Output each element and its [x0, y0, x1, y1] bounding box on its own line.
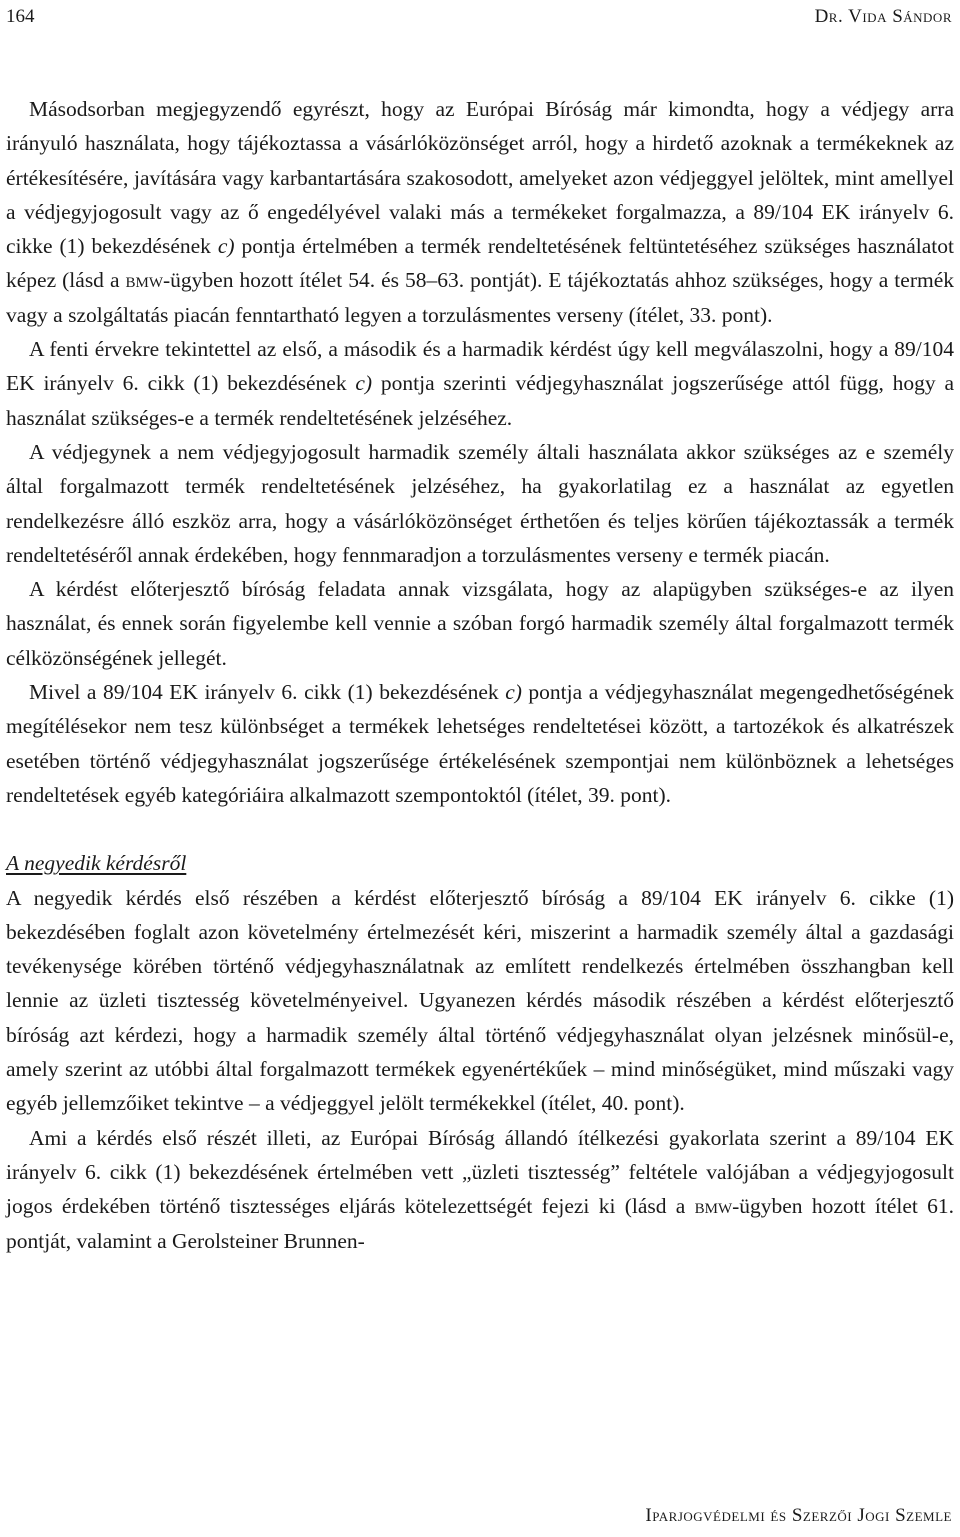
small-caps-text: bmw	[694, 1194, 733, 1219]
article-body	[6, 92, 954, 1258]
paragraph	[6, 92, 954, 332]
journal-footer: Iparjogvédelmi és Szerzői Jogi Szemle	[645, 1505, 952, 1526]
paragraphs-main	[6, 92, 954, 812]
section-heading: A negyedik kérdésről	[6, 851, 187, 876]
paragraph	[6, 675, 954, 812]
text-run: Mivel a 89/104 EK irányelv 6. cikk (1) bekezdésének	[29, 680, 506, 705]
text-run: A védjegynek a nem védjegyjogosult harmadik személy általi használata akkor szükséges az e személy által forgalmazott termék rendeltetésének jelzéséhez, ha gyakorlatilag ez a használat az egyetlen rendelkezésre álló eszköz arra, hogy a vásárlóközönséget érthetően és teljes körűen tájékoztassák a termék rendeltetéséről annak érdekében, hogy fennmaradjon a torzulásmentes verseny e termék piacán.	[6, 439, 954, 567]
text-run: -ügyben hozott ítélet 61. pontját, valamint a Gerolsteiner Brunnen-	[6, 1194, 955, 1253]
running-head: Dr. Vida Sándor	[814, 6, 952, 27]
italic-text: c)	[355, 371, 373, 396]
paragraph	[6, 1121, 954, 1258]
page-number: 164	[6, 6, 35, 27]
text-run: A negyedik kérdés első részében a kérdést előterjesztő bíróság a 89/104 EK irányelv 6. cikke (1) bekezdésében foglalt azon követelmény értelmezését kéri, miszerint a harmadik személy által a gazdasági tevékenysége körében történő védjegyhasználatnak az említett rendelkezés értelmében összhangban kell lennie az üzleti tisztesség követelményeivel. Ugyanezen kérdés második részében a kérdést előterjesztő bíróság azt kérdezi, hogy a harmadik személy által történő védjegyhasználat olyan jelzésnek minősül-e, amely szerint az utóbbi által forgalmazott termékek egyenértékűek – mind minőségüket, mind műszaki vagy egyéb jellemzőiket tekintve – a védjeggyel jelölt termékekkel (ítélet, 40. pont).	[6, 885, 954, 1116]
text-run: pontja szerinti védjegyhasználat jogszerűsége attól függ, hogy a használat szükséges-e a termék rendeltetésének jelzéséhez.	[6, 371, 954, 430]
text-run: Ami a kérdés első részét illeti, az Európai Bíróság állandó ítélkezési gyakorlata szerint a 89/104 EK irányelv 6. cikk (1) bekezdésének értelmében vett „üzleti tisztesség” feltétele valójában a védjegyjogosult jogos érdekében történő tisztességes eljárás kötelezettségét fejezi ki (lásd a	[6, 1125, 954, 1219]
page-header	[6, 6, 952, 32]
text-run: A fenti érvekre tekintettel az első, a második és a harmadik kérdést úgy kell megválaszolni, hogy a 89/104 EK irányelv 6. cikk (1) bekezdésének	[6, 337, 954, 396]
text-run: Másodsorban megjegyzendő egyrészt, hogy az Európai Bíróság már kimondta, hogy a védjegy arra irányuló használata, hogy tájékoztassa a vásárlóközönséget arról, hogy a hirdető azoknak a termékeknek az értékesítésére, javítására vagy karbantartására szakosodott, amelyeket azon védjeggyel jelöltek, mint amellyel a védjegyjogosult vagy az ő engedélyével valaki más a termékeket forgalmazza, a 89/104 EK irányelv 6. cikke (1) bekezdésének	[6, 97, 954, 259]
text-run: pontja a védjegyhasználat megengedhetőségének megítélésekor nem tesz különbséget a termékek lehetséges rendeltetései között, a tartozékok és alkatrészek esetében történő védjegyhasználat jogszerűsége értékelésének szempontjai nem különböznek a lehetséges rendeltetések egyéb kategóriáira alkalmazott szempontoktól (ítélet, 39. pont).	[6, 680, 954, 807]
small-caps-text: bmw	[125, 268, 163, 293]
paragraph	[6, 881, 954, 1121]
paragraph	[6, 332, 954, 435]
text-run: -ügyben hozott ítélet 54. és 58–63. pontját). E tájékoztatás ahhoz szükséges, hogy a termék vagy a szolgáltatás piacán fenntartható legyen a torzulásmentes verseny (ítélet, 33. pont).	[6, 268, 954, 327]
italic-text: c)	[217, 234, 235, 259]
paragraph	[6, 435, 954, 572]
paragraph	[6, 572, 954, 675]
italic-text: c)	[505, 680, 522, 705]
text-run: pontja értelmében a termék rendeltetésének feltüntetéséhez szükséges használatot képez (lásd a	[6, 234, 954, 293]
text-run: A kérdést előterjesztő bíróság feladata annak vizsgálata, hogy az alapügyben szükséges-e az ilyen használat, és ennek során figyelembe kell vennie a szóban forgó harmadik személy által forgalmazott termék célközönségének jellegét.	[6, 577, 954, 670]
paragraphs-section	[6, 881, 954, 1258]
